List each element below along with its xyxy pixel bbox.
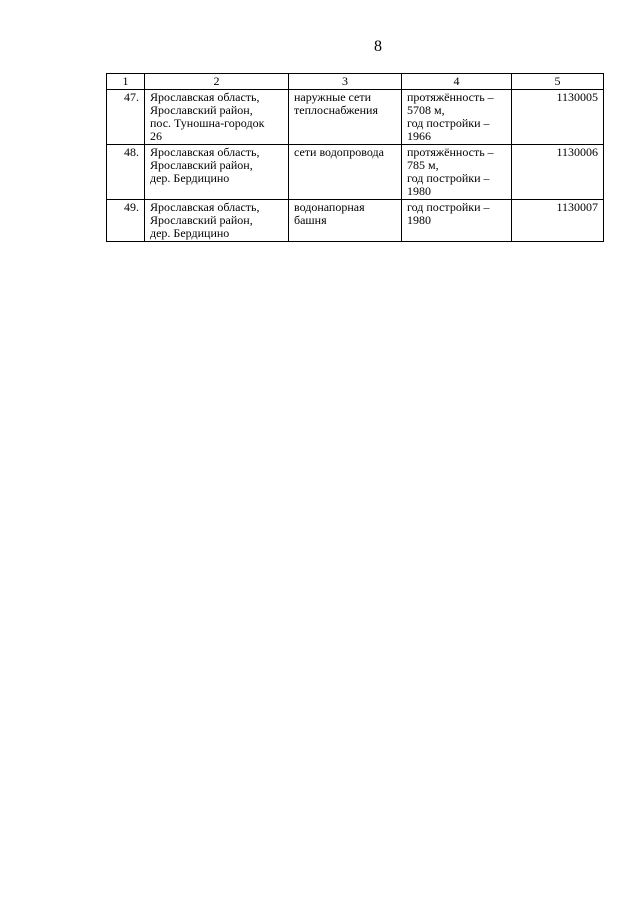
address-line: дер. Бердицино [150, 226, 230, 240]
characteristic-line: протяжённость – [407, 145, 494, 159]
name-line: теплоснабжения [294, 103, 378, 117]
name-line: башня [294, 213, 327, 227]
row-object-name [289, 90, 402, 145]
row-code: 1130006 [512, 145, 604, 200]
row-number: 48. [107, 145, 145, 200]
header-col-4: 4 [402, 74, 512, 90]
name-line: сети водопровода [294, 145, 384, 159]
characteristic-line: протяжённость – [407, 90, 494, 104]
objects-table [106, 73, 604, 242]
address-line: Ярославская область, [150, 145, 260, 159]
header-col-3: 3 [289, 74, 402, 90]
address-line: 26 [150, 129, 162, 143]
name-line: водонапорная [294, 200, 365, 214]
characteristic-line: 1980 [407, 184, 431, 198]
table-row [107, 145, 604, 200]
row-address [145, 90, 289, 145]
row-characteristics [402, 145, 512, 200]
characteristic-line: 5708 м, [407, 103, 445, 117]
characteristic-line: год постройки – [407, 116, 490, 130]
name-line: наружные сети [294, 90, 371, 104]
header-col-2: 2 [145, 74, 289, 90]
row-address [145, 200, 289, 242]
row-code: 1130007 [512, 200, 604, 242]
address-line: Ярославский район, [150, 213, 253, 227]
row-number: 47. [107, 90, 145, 145]
header-col-5: 5 [512, 74, 604, 90]
row-characteristics [402, 200, 512, 242]
table-row [107, 200, 604, 242]
row-object-name [289, 145, 402, 200]
address-line: Ярославский район, [150, 103, 253, 117]
characteristic-line: 1980 [407, 213, 431, 227]
row-address [145, 145, 289, 200]
address-line: пос. Туношна-городок [150, 116, 265, 130]
characteristic-line: год постройки – [407, 171, 490, 185]
characteristic-line: год постройки – [407, 200, 490, 214]
header-col-1: 1 [107, 74, 145, 90]
address-line: Ярославская область, [150, 90, 260, 104]
page-number: 8 [374, 38, 382, 55]
row-characteristics [402, 90, 512, 145]
characteristic-line: 1966 [407, 129, 431, 143]
table-header-row [107, 74, 604, 90]
row-object-name [289, 200, 402, 242]
address-line: Ярославский район, [150, 158, 253, 172]
address-line: дер. Бердицино [150, 171, 230, 185]
table-row [107, 90, 604, 145]
row-number: 49. [107, 200, 145, 242]
characteristic-line: 785 м, [407, 158, 439, 172]
address-line: Ярославская область, [150, 200, 260, 214]
row-code: 1130005 [512, 90, 604, 145]
